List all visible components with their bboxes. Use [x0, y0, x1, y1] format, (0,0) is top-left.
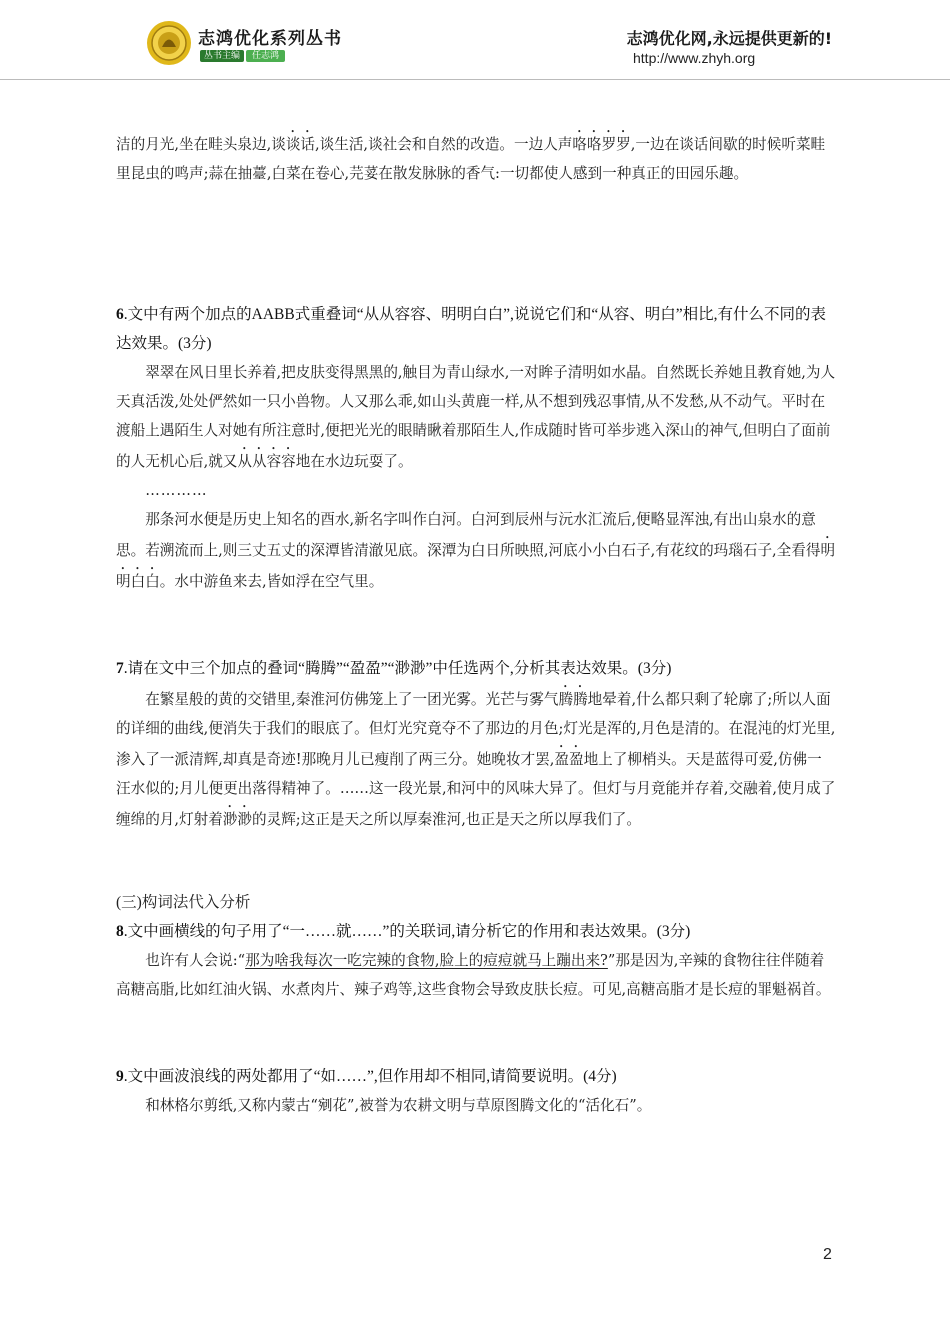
passage-paragraph: 也许有人会说:“那为啥我每次一吃完辣的食物,脸上的痘痘就马上蹦出来?”那是因为,辛辣的食物往往伴随着高糖高脂,比如红油火锅、水煮肉片、辣子鸡等,这些食物会导致皮肤长痘。可见,高糖高脂才是长痘的罪魁祸首。 [116, 952, 831, 998]
brand-title: 志鸿优化系列丛书 [198, 29, 342, 49]
question-9-passage [116, 1091, 836, 1120]
passage-continued [116, 128, 836, 188]
document-body [116, 128, 836, 1120]
page-number: 2 [823, 1246, 832, 1263]
passage-paragraph: 和林格尔剪纸,又称内蒙古“剜花”,被誉为农耕文明与草原图腾文化的“活化石”。 [145, 1097, 652, 1114]
section-title: (三)构词法代入分析 [116, 894, 251, 911]
question-7-passage [116, 683, 836, 834]
ellipsis-line: ………… [145, 482, 208, 499]
page-header [0, 0, 950, 80]
passage-paragraph: 在繁星般的黄的交错里,秦淮河仿佛笼上了一团光雾。光芒与雾气腾腾地晕着,什么都只剩了轮廓了;所以人面的详细的曲线,便消失于我们的眼底了。但灯光究竟夺不了那边的月色;灯光是浑的,月色是清的。在混沌的灯光里,渗入了一派清辉,却真是奇迹!那晚月儿已瘦削了两三分。她晚妆才罢,盈盈地上了柳梢头。天是蓝得可爱,仿佛一汪水似的;月儿便更出落得精神了。……这一段光景,和河中的风味大异了。但灯与月竟能并存着,交融着,使月成了缠绵的月,灯射着渺渺的灵辉;这正是天之所以厚秦淮河,也正是天之所以厚我们了。 [116, 691, 836, 828]
question-7: 7.请在文中三个加点的叠词“腾腾”“盈盈”“渺渺”中任选两个,分析其表达效果。(3分) [116, 660, 672, 677]
logo-seal-icon [146, 20, 192, 66]
editor-name: 任志鸿 [246, 50, 285, 62]
site-url[interactable]: http://www.zhyh.org [633, 50, 756, 66]
question-8-passage [116, 946, 836, 1004]
question-6-passage [116, 358, 836, 596]
underlined-sentence: 那为啥我每次一吃完辣的食物,脸上的痘痘就马上蹦出来? [245, 952, 608, 969]
passage-paragraph: 翠翠在风日里长养着,把皮肤变得黑黑的,触目为青山绿水,一对眸子清明如水晶。自然既长养她且教育她,为人天真活泼,处处俨然如一只小兽物。人又那么乖,如山头黄鹿一样,从不想到残忍事情,从不发愁,从不动气。平时在渡船上遇陌生人对她有所注意时,便把光光的眼睛瞅着那陌生人,作成随时皆可举步逃入深山的神气,但明白了面前的人无机心后,就又从从容容地在水边玩耍了。 [116, 364, 836, 470]
question-8: 8.文中画横线的句子用了“一……就……”的关联词,请分析它的作用和表达效果。(3分) [116, 923, 691, 940]
header-divider [0, 79, 950, 80]
passage-paragraph: 洁的月光,坐在畦头泉边,谈谈话,谈生活,谈社会和自然的改造。一边人声咯咯罗罗,一边在谈话间歇的时候听菜畦里昆虫的鸣声;蒜在抽薹,白菜在卷心,芫荽在散发脉脉的香气:一切都使人感到一种真正的田园乐趣。 [116, 136, 826, 182]
question-9: 9.文中画波浪线的两处都用了“如……”,但作用却不相同,请简要说明。(4分) [116, 1068, 617, 1085]
brand-editor [200, 48, 285, 61]
site-slogan: 志鸿优化网,永远提供更新的! [626, 29, 832, 48]
editor-label: 丛书主编 [200, 50, 244, 62]
passage-paragraph: 那条河水便是历史上知名的酉水,新名字叫作白河。白河到辰州与沅水汇流后,便略显浑浊,有出山泉水的意思。若溯流而上,则三丈五丈的深潭皆清澈见底。深潭为白日所映照,河底小小白石子,有花纹的玛瑙石子,全看得明明白白。水中游鱼来去,皆如浮在空气里。 [116, 511, 836, 590]
question-6: 6.文中有两个加点的AABB式重叠词“从从容容、明明白白”,说说它们和“从容、明白”相比,有什么不同的表达效果。(3分) [116, 306, 826, 352]
